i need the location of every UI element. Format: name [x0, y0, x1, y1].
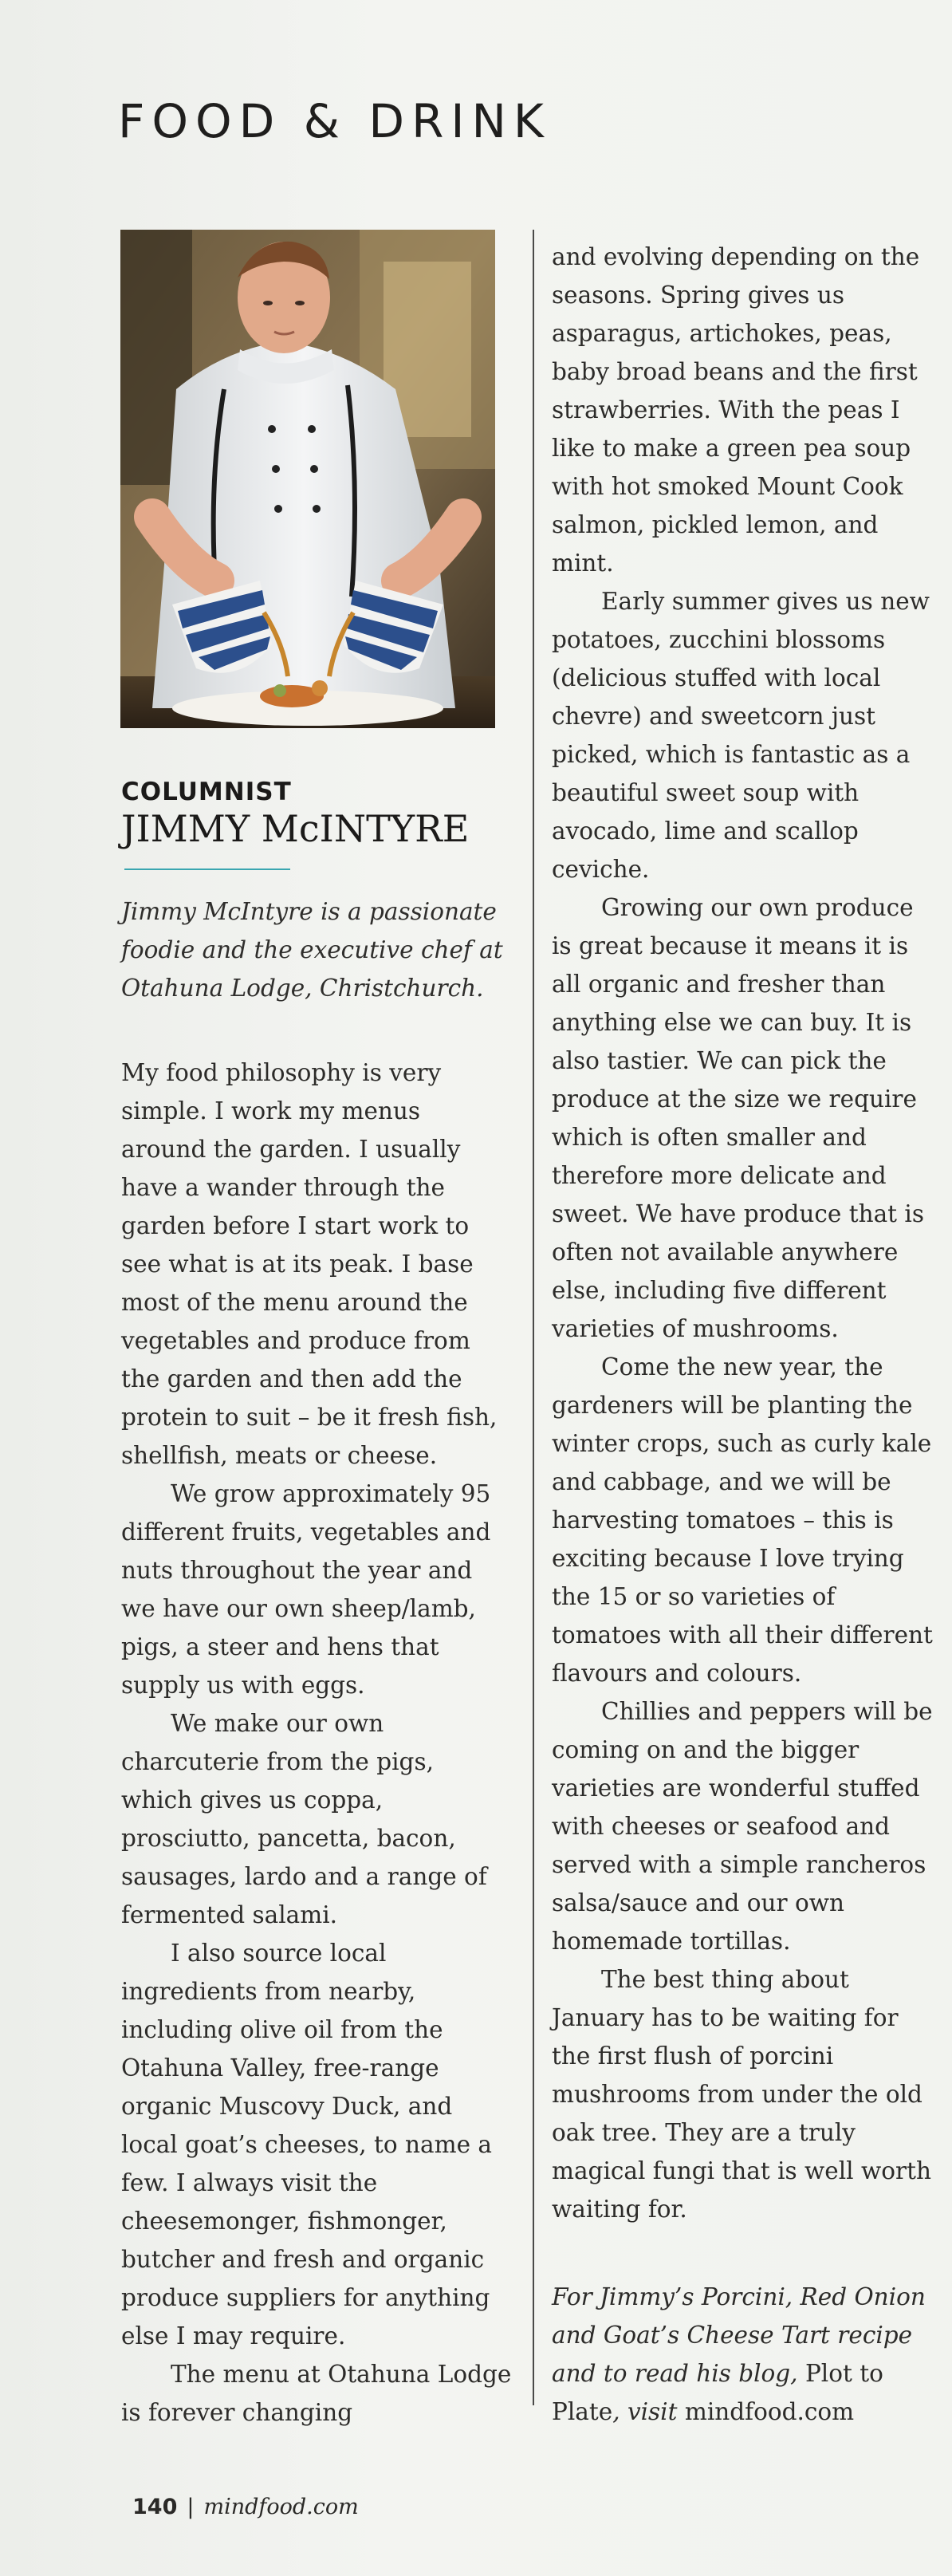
page-footer	[132, 2495, 359, 2519]
paragraph: My food philosophy is very simple. I work my menus around the garden. I usually have a wander through the garden before I start work to see what is at its peak. I base most of the menu around the vegetables and produce from the garden and then add the protein to suit – be it fresh fish, shellfish, meats or cheese.	[121, 1059, 498, 1469]
paragraph: Early summer gives us new potatoes, zucchini blossoms (delicious stuffed with local chevre) and sweetcorn just picked, which is fantastic as a beautiful sweet soup with avocado, lime and scallop ceviche.	[552, 588, 930, 883]
recipe-site-link[interactable]: mindfood.com	[684, 2398, 855, 2425]
column-divider	[533, 230, 534, 2405]
page-number: 140	[132, 2495, 178, 2519]
footer-separator: |	[187, 2495, 195, 2519]
paragraph: We grow approximately 95 different fruits, vegetables and nuts throughout the year and we have our own sheep/lamb, pigs, a steer and hens that supply us with eggs.	[121, 1480, 491, 1699]
section-title: FOOD & DRINK	[118, 94, 551, 148]
footer-site-link[interactable]: mindfood.com	[203, 2495, 359, 2519]
paragraph: Chillies and peppers will be coming on and the bigger varieties are wonderful stuffed with cheeses or seafood and served with a simple rancheros salsa/sauce and our own homemade tortillas.	[552, 1698, 933, 1955]
blog-name: Plot to Plate	[552, 2360, 883, 2425]
columnist-label: COLUMNIST	[121, 778, 292, 806]
recipe-note	[552, 2278, 934, 2431]
paragraph: The best thing about January has to be waiting for the first flush of porcini mushrooms from under the old oak tree. They are a truly magical fungi that is well worth waiting for.	[552, 1966, 931, 2223]
paragraph: Come the new year, the gardeners will be planting the winter crops, such as curly kale and cabbage, and we will be harvesting tomatoes – this is exciting because I love trying the 15 or so varieties of tomatoes with all their different flavours and colours.	[552, 1353, 933, 1687]
left-article-text	[121, 1054, 512, 2432]
chef-plating-photo	[120, 230, 495, 728]
columnist-bio: Jimmy McIntyre is a passionate foodie and the executive chef at Otahuna Lodge, Christchurch.	[121, 898, 503, 1002]
columnist-name: JIMMY McINTYRE	[121, 807, 470, 850]
paragraph: We make our own charcuterie from the pigs, which gives us coppa, prosciutto, pancetta, bacon, sausages, lardo and a range of fermented salami.	[121, 1710, 487, 1928]
recipe-note-visit: , visit	[612, 2398, 678, 2425]
accent-rule	[124, 869, 290, 870]
paragraph: I also source local ingredients from nearby, including olive oil from the Otahuna Valley, free-range organic Muscovy Duck, and local goat’s cheeses, to name a few. I always visit the cheesemonger, fishmonger, butcher and fresh and organic produce suppliers for anything else I may require.	[121, 1940, 492, 2350]
right-article-text	[552, 238, 934, 2228]
paragraph: The menu at Otahuna Lodge is forever changing	[121, 2361, 512, 2426]
paragraph: Growing our own produce is great because it means it is all organic and fresher than anything else we can buy. It is also tastier. We can pick the produce at the size we require which is often smaller and therefore more delicate and sweet. We have produce that is often not available anywhere else, including five different varieties of mushrooms.	[552, 894, 924, 1342]
paragraph: and evolving depending on the seasons. Spring gives us asparagus, artichokes, peas, baby broad beans and the first strawberries. With the peas I like to make a green pea soup with hot smoked Mount Cook salmon, pickled lemon, and mint.	[552, 243, 920, 577]
left-column	[121, 778, 512, 2432]
recipe-note-text: For Jimmy’s Porcini, Red Onion and Goat’s Cheese Tart recipe and to read his blog,	[552, 2283, 926, 2387]
right-column	[552, 238, 934, 2455]
